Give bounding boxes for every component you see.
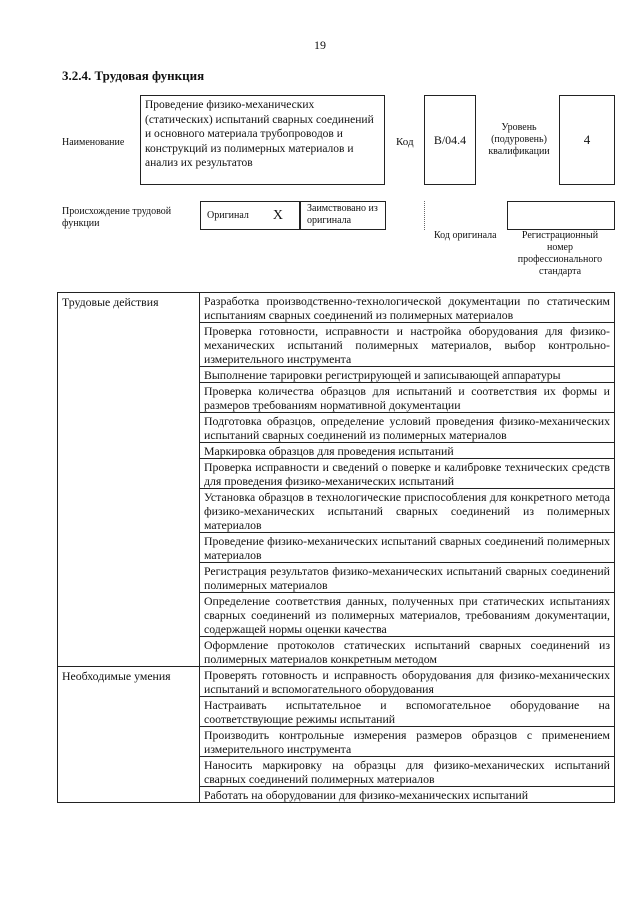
category-cell: Трудовые действия	[58, 293, 200, 667]
table-row	[58, 293, 615, 323]
original-code-label: Код оригинала	[434, 230, 497, 241]
registration-label: Регистрационный номер профессионального стандарта	[517, 230, 603, 277]
borrowed-box: Заимствовано из оригинала	[300, 201, 386, 230]
original-mark: X	[272, 207, 284, 223]
item-cell: Разработка производственно-технологической документации по статическим испытаниям сварных соединений из полимерных материалов	[200, 293, 615, 323]
table-row	[58, 667, 615, 697]
item-cell: Наносить маркировку на образцы для физико-механических испытаний сварных соединений полимерных материалов	[200, 757, 615, 787]
function-name-box: Проведение физико-механических (статических) испытаний сварных соединений и основного материала трубопроводов и конструкций из полимерных материалов и анализ их результатов	[140, 95, 385, 185]
item-cell: Маркировка образцов для проведения испытаний	[200, 443, 615, 459]
page-number: 19	[314, 38, 326, 52]
level-value-box: 4	[559, 95, 615, 185]
item-cell: Проверка количества образцов для испытаний и соответствия их формы и размеров требованиям нормативной документации	[200, 383, 615, 413]
origin-label: Происхождение трудовой функции	[62, 206, 172, 229]
section-heading: 3.2.4. Трудовая функция	[62, 68, 205, 83]
function-table	[57, 292, 615, 803]
code-value-box: В/04.4	[424, 95, 476, 185]
item-cell: Установка образцов в технологические приспособления для конкретного метода физико-механических испытаний сварных соединений из полимерных материалов	[200, 489, 615, 533]
code-label: Код	[396, 136, 414, 148]
registration-number-box	[507, 201, 615, 230]
item-cell: Проверять готовность и исправность оборудования для физико-механических испытаний и вспомогательного оборудования	[200, 667, 615, 697]
item-cell: Выполнение тарировки регистрирующей и записывающей аппаратуры	[200, 367, 615, 383]
level-label: Уровень (подуровень) квалификации	[488, 122, 550, 157]
item-cell: Подготовка образцов, определение условий проведения физико-механических испытаний сварных соединений из полимерных материалов	[200, 413, 615, 443]
item-cell: Работать на оборудовании для физико-механических испытаний	[200, 787, 615, 803]
category-cell: Необходимые умения	[58, 667, 200, 803]
item-cell: Определение соответствия данных, полученных при статических испытаниях сварных соединений из полимерных материалов, требованиям документации, содержащей нормы оценки качества	[200, 593, 615, 637]
item-cell: Производить контрольные измерения размеров образцов с применением измерительного инструмента	[200, 727, 615, 757]
item-cell: Настраивать испытательное и вспомогательное оборудование на соответствующие режимы испытаний	[200, 697, 615, 727]
item-cell: Регистрация результатов физико-механических испытаний сварных соединений полимерных материалов	[200, 563, 615, 593]
naming-label: Наименование	[62, 137, 125, 148]
original-box	[200, 201, 300, 230]
item-cell: Проведение физико-механических испытаний сварных соединений полимерных материалов	[200, 533, 615, 563]
item-cell: Оформление протоколов статических испытаний сварных соединений из полимерных материалов конкретным методом	[200, 637, 615, 667]
original-label: Оригинал	[207, 209, 249, 221]
item-cell: Проверка готовности, исправности и настройка оборудования для физико-механических испытаний полимерных материалов, выбор контрольно-измерительного инструмента	[200, 323, 615, 367]
original-code-box	[424, 201, 508, 230]
item-cell: Проверка исправности и сведений о поверке и калибровке технических средств для проведения физико-механических испытаний	[200, 459, 615, 489]
